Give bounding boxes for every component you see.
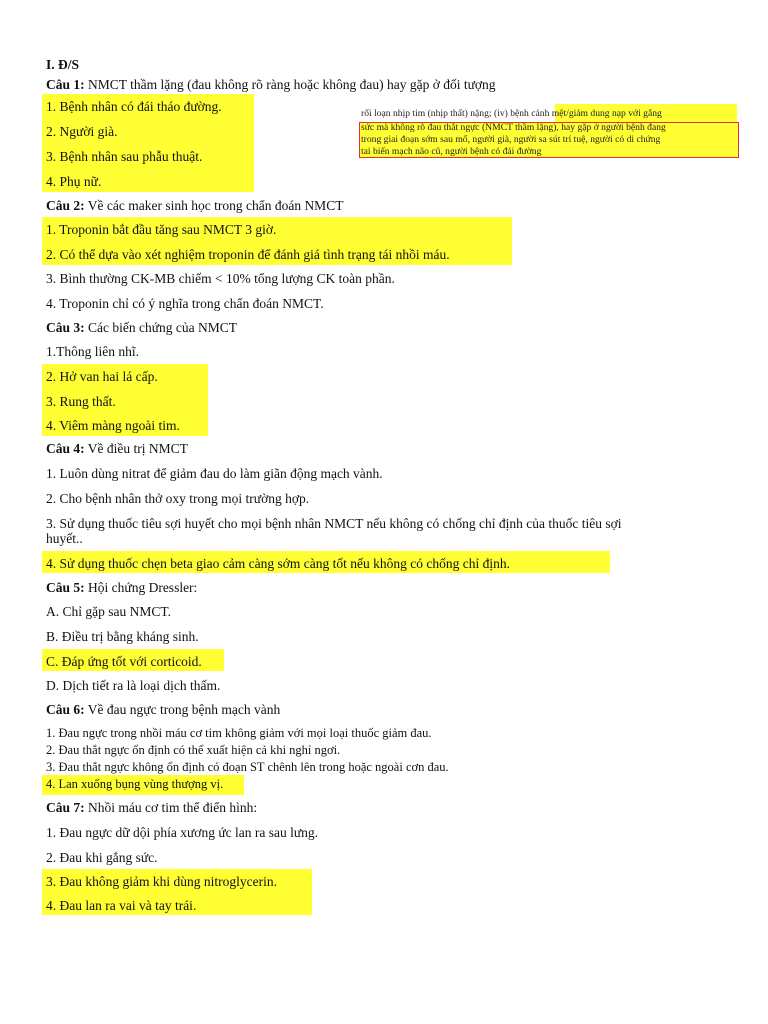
question-5 xyxy=(46,579,197,596)
question-text: Về điều trị NMCT xyxy=(84,441,188,456)
excerpt-line: rối loạn nhịp tim (nhịp thất) nặng; (iv) bệnh cảnh mệt/giảm dung nạp với gắng xyxy=(361,108,662,119)
question-4 xyxy=(46,440,188,457)
excerpt-line: sức mà không rõ đau thắt ngực (NMCT thầm lặng), hay gặp ở người bệnh đang xyxy=(361,122,666,133)
answer-item: 4. Phụ nữ. xyxy=(46,174,102,189)
answer-item: 2. Đau khi gắng sức. xyxy=(46,850,158,865)
question-2 xyxy=(46,197,343,214)
question-label: Câu 1: xyxy=(46,77,85,92)
question-text: Hội chứng Dressler: xyxy=(84,580,198,595)
answer-item: 3. Bình thường CK-MB chiếm < 10% tổng lượng CK toàn phần. xyxy=(46,271,395,286)
answer-item: A. Chỉ gặp sau NMCT. xyxy=(46,604,171,619)
answer-item: 1.Thông liên nhĩ. xyxy=(46,344,139,359)
question-1 xyxy=(46,76,496,93)
section-title: I. Đ/S xyxy=(46,57,80,72)
question-label: Câu 6: xyxy=(46,702,85,717)
answer-item: 2. Hở van hai lá cấp. xyxy=(46,369,158,384)
answer-item: 3. Bệnh nhân sau phẫu thuật. xyxy=(46,149,203,164)
answer-item: 1. Đau ngực trong nhồi máu cơ tim không giảm với mọi loại thuốc giảm đau. xyxy=(46,726,432,740)
answer-item: 3. Rung thất. xyxy=(46,394,116,409)
question-label: Câu 5: xyxy=(46,580,85,595)
textbook-excerpt xyxy=(359,104,739,158)
answer-item: 1. Luôn dùng nitrat để giảm đau do làm giãn động mạch vành. xyxy=(46,466,383,481)
excerpt-line: tai biến mạch não cũ, người bệnh có đái đường xyxy=(361,146,542,157)
answer-item: 4. Viêm màng ngoài tim. xyxy=(46,418,180,433)
answer-item: 2. Đau thắt ngực ổn định có thể xuất hiện cả khi nghỉ ngơi. xyxy=(46,743,341,757)
question-label: Câu 2: xyxy=(46,198,85,213)
excerpt-red-box xyxy=(359,122,739,158)
answer-item: 3. Đau thắt ngực không ổn định có đoạn ST chênh lên trong hoặc ngoài cơn đau. xyxy=(46,760,449,774)
answer-item: 1. Đau ngực dữ dội phía xương ức lan ra sau lưng. xyxy=(46,825,319,840)
answer-item: 4. Lan xuống bụng vùng thượng vị. xyxy=(46,777,224,791)
excerpt-line: trong giai đoạn sớm sau mổ, người già, người sa sút trí tuệ, người có di chứng xyxy=(361,134,661,145)
answer-item: 2. Cho bệnh nhân thở oxy trong mọi trường hợp. xyxy=(46,491,310,506)
question-7 xyxy=(46,799,257,816)
answer-item: 2. Người già. xyxy=(46,124,118,139)
answer-item: 4. Troponin chỉ có ý nghĩa trong chẩn đoán NMCT. xyxy=(46,296,324,311)
answer-item: B. Điều trị bằng kháng sinh. xyxy=(46,629,199,644)
question-label: Câu 4: xyxy=(46,441,85,456)
answer-item: 4. Sử dụng thuốc chẹn beta giao cảm càng sớm càng tốt nếu không có chống chỉ định. xyxy=(46,556,510,571)
answer-item: 1. Troponin bắt đầu tăng sau NMCT 3 giờ. xyxy=(46,222,277,237)
question-text: Về các maker sinh học trong chẩn đoán NMCT xyxy=(84,198,344,213)
question-text: NMCT thầm lặng (đau không rõ ràng hoặc không đau) hay gặp ở đối tượng xyxy=(84,77,496,92)
answer-item: D. Dịch tiết ra là loại dịch thấm. xyxy=(46,678,221,693)
question-label: Câu 7: xyxy=(46,800,85,815)
answer-item: 3. Đau không giảm khi dùng nitroglycerin. xyxy=(46,874,277,889)
question-label: Câu 3: xyxy=(46,320,85,335)
answer-item: 3. Sử dụng thuốc tiêu sợi huyết cho mọi bệnh nhân NMCT nếu không có chống chỉ định của thuốc tiêu sợi xyxy=(46,516,622,531)
answer-item: C. Đáp ứng tốt với corticoid. xyxy=(46,654,202,669)
question-6 xyxy=(46,701,280,718)
answer-item: huyết.. xyxy=(46,531,83,546)
answer-item: 4. Đau lan ra vai và tay trái. xyxy=(46,898,197,913)
question-3 xyxy=(46,319,237,336)
answer-item: 2. Có thể dựa vào xét nghiệm troponin để đánh giá tình trạng tái nhồi máu. xyxy=(46,247,450,262)
question-text: Nhồi máu cơ tim thể điển hình: xyxy=(84,800,258,815)
question-text: Về đau ngực trong bệnh mạch vành xyxy=(84,702,281,717)
question-text: Các biến chứng của NMCT xyxy=(84,320,238,335)
answer-item: 1. Bệnh nhân có đái tháo đường. xyxy=(46,99,222,114)
